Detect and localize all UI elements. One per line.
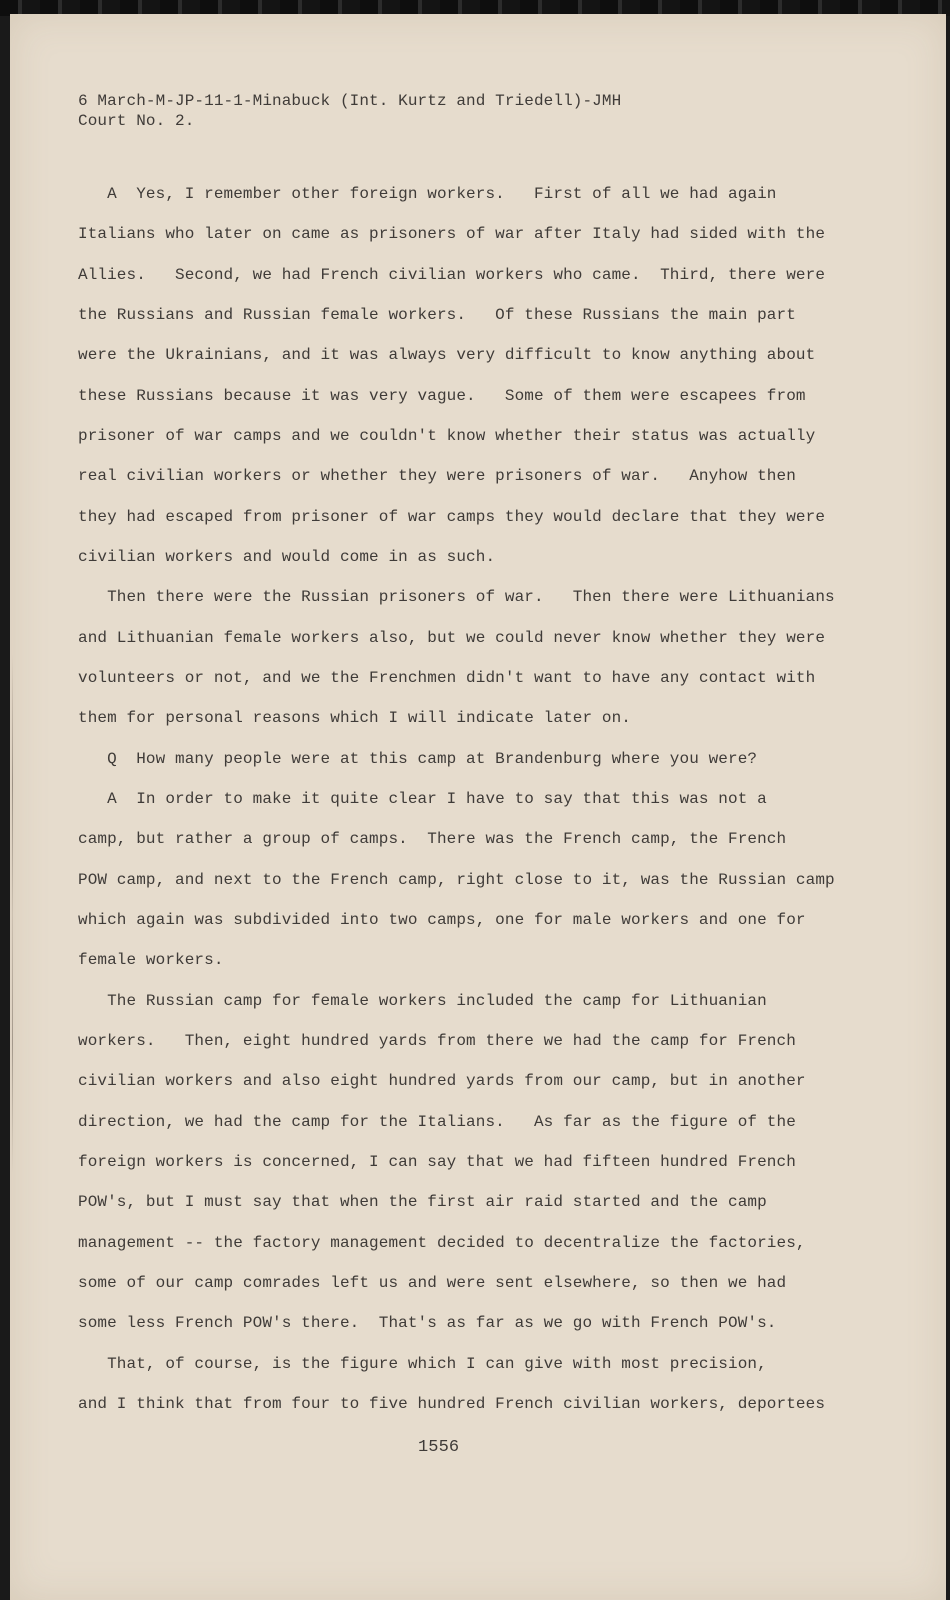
header-line-1: 6 March-M-JP-11-1-Minabuck (Int. Kurtz and Triedell)-JMH [78, 92, 622, 110]
text-line: them for personal reasons which I will indicate later on. [78, 709, 631, 727]
text-line: they had escaped from prisoner of war camps they would declare that they were [78, 508, 826, 526]
text-line: real civilian workers or whether they were prisoners of war. Anyhow then [78, 467, 796, 485]
text-line: these Russians because it was very vague. Some of them were escapees from [78, 387, 806, 405]
text-line: the Russians and Russian female workers. Of these Russians the main part [78, 306, 796, 324]
text-line: Allies. Second, we had French civilian workers who came. Third, there were [78, 266, 826, 284]
text-line: and Lithuanian female workers also, but we could never know whether they were [78, 629, 826, 647]
text-line: were the Ukrainians, and it was always very difficult to know anything about [78, 346, 816, 364]
text-line: female workers. [78, 951, 224, 969]
text-line: management -- the factory management decided to decentralize the factories, [78, 1234, 806, 1252]
page-edge-mark [12, 654, 13, 1174]
text-line: That, of course, is the figure which I can give with most precision, [78, 1355, 767, 1373]
text-line: civilian workers and would come in as such. [78, 548, 496, 566]
text-line: POW's, but I must say that when the first air raid started and the camp [78, 1193, 767, 1211]
text-line: Then there were the Russian prisoners of war. Then there were Lithuanians [78, 588, 835, 606]
text-line: volunteers or not, and we the Frenchmen didn't want to have any contact with [78, 669, 816, 687]
text-line: some of our camp comrades left us and were sent elsewhere, so then we had [78, 1274, 787, 1292]
text-line: A Yes, I remember other foreign workers. First of all we had again [78, 185, 777, 203]
text-line: prisoner of war camps and we couldn't know whether their status was actually [78, 427, 816, 445]
text-line: camp, but rather a group of camps. There was the French camp, the French [78, 830, 787, 848]
text-line: POW camp, and next to the French camp, right close to it, was the Russian camp [78, 871, 835, 889]
page-number: 1556 [418, 1438, 460, 1457]
text-line: civilian workers and also eight hundred yards from our camp, but in another [78, 1072, 806, 1090]
text-line: workers. Then, eight hundred yards from there we had the camp for French [78, 1032, 796, 1050]
text-line: Italians who later on came as prisoners of war after Italy had sided with the [78, 225, 826, 243]
text-line: The Russian camp for female workers included the camp for Lithuanian [78, 992, 767, 1010]
text-line: some less French POW's there. That's as far as we go with French POW's. [78, 1314, 777, 1332]
document-header [78, 91, 621, 131]
text-line: Q How many people were at this camp at Brandenburg where you were? [78, 750, 758, 768]
header-line-2: Court No. 2. [78, 112, 195, 130]
text-line: which again was subdivided into two camps, one for male workers and one for [78, 911, 806, 929]
text-line: A In order to make it quite clear I have to say that this was not a [78, 790, 767, 808]
typewritten-page [10, 14, 946, 1600]
text-line: and I think that from four to five hundred French civilian workers, deportees [78, 1395, 826, 1413]
text-line: foreign workers is concerned, I can say that we had fifteen hundred French [78, 1153, 796, 1171]
text-line: direction, we had the camp for the Italians. As far as the figure of the [78, 1113, 796, 1131]
